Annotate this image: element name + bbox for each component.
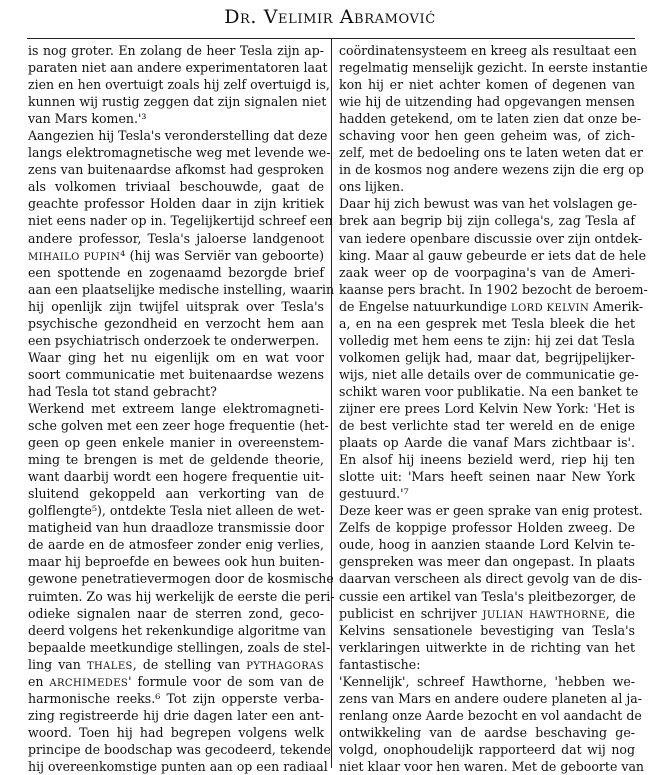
text-line: bepaalde meetkundige stellingen, zoals de stel- xyxy=(28,639,331,655)
text-line: schaving voor hen geen geheim was, of zich- xyxy=(339,128,635,144)
text-line: zens van Mars en andere oudere planeten al ja- xyxy=(339,690,643,706)
text-line: brek aan begrip bij zijn collega's, zag Tesla af xyxy=(339,213,635,229)
text-line: gestuurd.'⁷ xyxy=(339,486,409,502)
text-line: fantastische: xyxy=(339,656,421,672)
text-line: principe de boodschap was gecodeerd, tekende xyxy=(28,741,331,757)
text-line: kaanse pers bracht. In 1902 bezocht de beroem- xyxy=(339,281,648,297)
text-line: een spottende en zogenaamd bezorgde brief xyxy=(28,264,324,280)
text-line: Aangezien hij Tesla's veronderstelling dat deze xyxy=(28,128,328,144)
text-line: kon hij er niet achter komen of degenen van xyxy=(339,77,635,93)
text-line: gewone penetratievermogen door de kosmische xyxy=(28,571,334,587)
text-line: zien en hen overtuigt zoals hij zelf overtuigd is, xyxy=(28,77,330,93)
text-line: en ARCHIMEDES' formule voor de som van de xyxy=(28,673,325,689)
text-line: publicist en schrijver JULIAN HAWTHORNE, die xyxy=(339,605,635,621)
text-line: wie hij de uitzending had opgevangen mensen xyxy=(339,94,635,110)
text-line: a, en na een gesprek met Tesla bleek die het xyxy=(339,315,635,331)
text-line: ming te brengen is met de geldende theorie, xyxy=(28,452,324,468)
text-line: hadden getekend, om te laten zien dat onze be- xyxy=(339,111,642,127)
text-line: plaats op Aarde die vanaf Mars zichtbaar is'. xyxy=(339,435,635,451)
text-line: genspreken was meer dan ongepast. In plaats xyxy=(339,554,635,570)
text-line: langs elektromagnetische weg met levende we- xyxy=(28,145,331,161)
text-line: ling van THALES, de stelling van PYTHAGORAS xyxy=(28,656,325,672)
text-line: ruimten. Zo was hij werkelijk de eerste die peri- xyxy=(28,588,335,604)
text-line: de Engelse natuurkundige LORD KELVIN Amerik- xyxy=(339,298,644,314)
text-line: zijner ere prees Lord Kelvin New York: 'Het is xyxy=(339,400,635,416)
text-line: regelmatig menselijk gezicht. In eerste instantie xyxy=(339,60,648,76)
text-line: aan een plaatselijke medische instelling, waarin xyxy=(28,281,335,297)
text-line: woord. Toen hij had begrepen volgens welk xyxy=(28,724,324,740)
text-line: volgd, onophoudelijk rapporteerd dat wij nog xyxy=(339,741,635,757)
text-line: oude, hoog in aanzien staande Lord Kelvin te- xyxy=(339,537,635,553)
text-line: een psychiatrisch onderzoek te onderwerpen. xyxy=(28,332,320,348)
page-header xyxy=(0,0,660,40)
text-line: sluitend gekoppeld aan verkorting van de xyxy=(28,486,324,502)
text-line: volkomen gelijk had, maar dat, begrijpelijker- xyxy=(339,349,635,365)
text-line: En alsof hij ineens bezield werd, riep hij ten xyxy=(339,452,635,468)
text-line: matigheid van hun draadloze transmissie door xyxy=(28,520,324,536)
text-line: volledig met hem eens te zijn: hij zei dat Tesla xyxy=(339,332,635,348)
text-line: Deze keer was er geen sprake van enig protest. xyxy=(339,503,643,519)
text-line: is nog groter. En zolang de heer Tesla zijn ap- xyxy=(28,43,324,58)
text-line: king. Maar al gauw gebeurde er iets dat de hele xyxy=(339,247,646,263)
text-line: niet eens nader op in. Tegelijkertijd schreef een xyxy=(28,213,333,229)
text-line: sche golven met een zeer hoge frequentie (het- xyxy=(28,418,329,434)
text-line: wijs, niet alle details over de communicatie ge- xyxy=(339,366,639,382)
text-line: MIHAILO PUPIN⁴ (hij was Serviër van geboorte) xyxy=(28,247,324,263)
text-line: golflengte⁵), ontdekte Tesla niet alleen de wet- xyxy=(28,503,325,519)
text-line: had Tesla tot stand gebracht? xyxy=(28,383,217,399)
text-line: geen op geen enkele manier in overeenstem- xyxy=(28,435,324,451)
text-line: zelf, met de bedoeling ons te laten weten dat er xyxy=(339,145,643,161)
text-line: de best verlichte stad ter wereld en de enige xyxy=(339,418,635,434)
right-text-column xyxy=(339,42,648,775)
text-line: zaak weer op de voorpagina's van de Ameri- xyxy=(339,264,635,280)
text-line: renlang onze Aarde bezocht en vol aandacht de xyxy=(339,707,642,723)
text-line: zens van buitenaardse afkomst had gesproken xyxy=(28,162,324,178)
text-line: cussie een artikel van Tesla's pleitbezorger, de xyxy=(339,588,636,604)
text-line: kunnen wij rustig zeggen dat zijn signalen niet xyxy=(28,94,327,110)
text-line: zing registreerde hij drie dagen later een ant- xyxy=(28,707,324,723)
text-line: in de kosmos nog andere wezens zijn die erg op xyxy=(339,162,644,178)
text-line: geachte professor Holden daar in zijn kritiek xyxy=(28,196,324,212)
text-line: niet klaar voor hen waren. Met de geboorte van xyxy=(339,758,645,774)
text-line: soort communicatie met buitenaardse wezens xyxy=(28,366,324,382)
text-line: psychische gezondheid en verzocht hem aan xyxy=(28,315,324,331)
text-line: harmonische reeks.⁶ Tot zijn opperste verba- xyxy=(28,690,324,706)
text-line: deerd volgens het rekenkundige algoritme van xyxy=(28,622,326,638)
text-line: als volkomen triviaal beschouwde, gaat de xyxy=(28,179,324,195)
text-line: slotte uit: 'Mars heeft seinen naar New York xyxy=(339,469,635,485)
text-line: schikt waren voor publikatie. Na een banket te xyxy=(339,383,639,399)
running-head-title: Dr. Velimir Abramović xyxy=(224,6,436,28)
text-line: hij overeenkomstige punten aan op een radiaal xyxy=(28,758,328,774)
text-line: Zelfs de koppige professor Holden zweeg. De xyxy=(339,520,635,536)
text-line: verklaringen uitwerkte in de richting van het xyxy=(339,639,635,655)
text-line: paraten niet aan andere experimentatoren laat xyxy=(28,60,328,76)
left-text-column xyxy=(28,42,335,775)
text-line: daarvan verscheen als direct gevolg van de dis- xyxy=(339,571,642,587)
text-line: de aarde en de atmosfeer zonder enig verlies, xyxy=(28,537,324,553)
text-line: ontwikkeling van de aardse beschaving ge- xyxy=(339,724,635,740)
column-divider xyxy=(331,38,332,768)
text-line: Daar hij zich bewust was van het volslagen ge- xyxy=(339,196,638,212)
text-line: hij openlijk zijn twijfel uitsprak over Tesla's xyxy=(28,298,324,314)
text-line: want daarbij wordt een hogere frequentie uit- xyxy=(28,469,324,485)
text-line: ons lijken. xyxy=(339,179,405,195)
text-line: 'Kennelijk', schreef Hawthorne, 'hebben we- xyxy=(339,673,635,689)
text-line: Werkend met extreem lange elektromagneti- xyxy=(28,400,324,416)
text-line: andere professor, Tesla's jaloerse landgenoot xyxy=(28,230,324,246)
text-line: Kelvins sensationele bevestiging van Tesla's xyxy=(339,622,635,638)
text-line: Waar ging het nu eigenlijk om en wat voor xyxy=(28,349,324,365)
text-line: coördinatensysteem en kreeg als resultaat een xyxy=(339,43,637,58)
text-line: van iedere openbare discussie over zijn ontdek- xyxy=(339,230,643,246)
text-line: odieke signalen naar de sterren zond, geco- xyxy=(28,605,324,621)
text-line: van Mars komen.'³ xyxy=(28,111,147,127)
text-line: maar hij beproefde en bewees ook hun buiten- xyxy=(28,554,325,570)
